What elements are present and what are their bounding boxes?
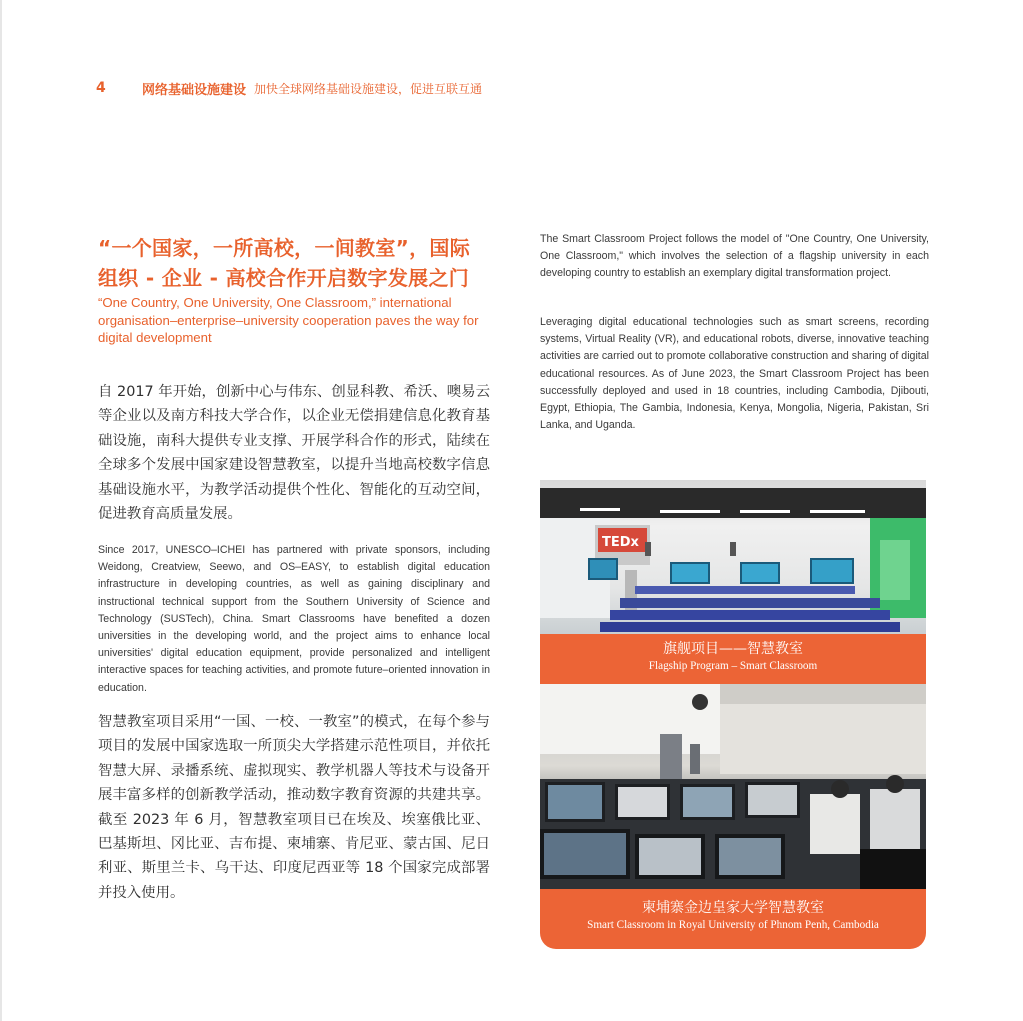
right-paragraph-1: The Smart Classroom Project follows the model of "One Country, One University, One Classroom," which involves the selection of a flagship university in each developing country to establish an exemplary digital transformation project. [540, 233, 929, 280]
phnom-penh-caption-cn: 柬埔寨金边皇家大学智慧教室 [642, 900, 824, 916]
phnom-penh-caption-en: Smart Classroom in Royal University of Phnom Penh, Cambodia [587, 919, 879, 931]
page-edge [0, 0, 2, 1021]
flagship-caption-band [540, 634, 926, 684]
right-paragraph-2: Leveraging digital educational technologies such as smart screens, recording systems, Virtual Reality (VR), and educational robots, diverse, innovative teaching activities are carried out to promote collaborative construction and sharing of digital educational resources. As of June 2023, the Smart Classroom Project has been successfully deployed and used in 18 countries, including Cambodia, Djibouti, Egypt, Ethiopia, The Gambia, Indonesia, Kenya, Mongolia, Nigeria, Pakistan, Sri Lanka, and Uganda. [540, 316, 929, 432]
english-paragraph-1: Since 2017, UNESCO–ICHEI has partnered with private sponsors, including Weidong, Creatview, Seewo, and OS–EASY, to establish digital education infrastructure in developing countries, as well as gaining disciplinary and instructional technical support from the Southern University of Science and Technology (SUSTech), China. Smart Classrooms have benefited a dozen universities in the developing world, and the project aims to enhance local universities' digital education equipment, provide personalized and intelligent interactive spaces for teaching activities, and promote future–oriented innovation in education. [98, 544, 490, 694]
chinese-paragraph-1: 自 2017 年开始，创新中心与伟东、创显科教、希沃、噢易云等企业以及南方科技大学合作，以企业无偿捐建信息化教育基础设施，南科大提供专业支撑、开展学科合作的形式，陆续在全球多个发展中国家建设智慧教室，以提升当地高校数字信息基础设施水平，为教学活动提供个性化、智能化的互动空间，促进教育高质量发展。 [98, 384, 490, 523]
headline-chinese [98, 233, 490, 293]
running-header [96, 78, 482, 98]
flagship-classroom-photo [540, 480, 926, 634]
section-title: 网络基础设施建设 [142, 82, 247, 98]
chinese-paragraph-2: 智慧教室项目采用“一国、一校、一教室”的模式，在每个参与项目的发展中国家选取一所顶尖大学搭建示范性项目，并依托智慧大屏、录播系统、虚拟现实、教学机器人等技术与设备开展丰富多样的创新教学活动，推动数字教育资源的共建共享。截至 2023 年 6 月，智慧教室项目已在埃及、埃塞俄比亚、巴基斯坦、冈比亚、吉布提、柬埔寨、肯尼亚、蒙古国、尼日利亚、斯里兰卡、乌干达、印度尼西亚等 18 个国家完成部署并投入使用。 [98, 714, 490, 901]
headline-cn-line2: 组织 - 企业 - 高校合作开启数字发展之门 [98, 266, 470, 290]
page-number: 4 [96, 80, 106, 96]
flagship-caption-cn: 旗舰项目——智慧教室 [663, 641, 803, 657]
photo-panel [540, 480, 926, 949]
headline-english: “One Country, One University, One Classroom,” international organisation–enterprise–university cooperation paves the way for digital development [98, 295, 479, 345]
headline-cn-line1: “一个国家，一所高校，一间教室”，国际 [98, 236, 470, 260]
flagship-caption-en: Flagship Program – Smart Classroom [648, 660, 818, 672]
flagship-classroom-illustration [540, 480, 926, 634]
section-subtitle: 加快全球网络基础设施建设，促进互联互通 [254, 81, 483, 96]
phnom-penh-classroom-photo [540, 684, 926, 889]
phnom-penh-classroom-illustration [540, 684, 926, 889]
tedx-sign: TEDx [602, 535, 639, 550]
phnom-penh-caption-band [540, 889, 926, 949]
